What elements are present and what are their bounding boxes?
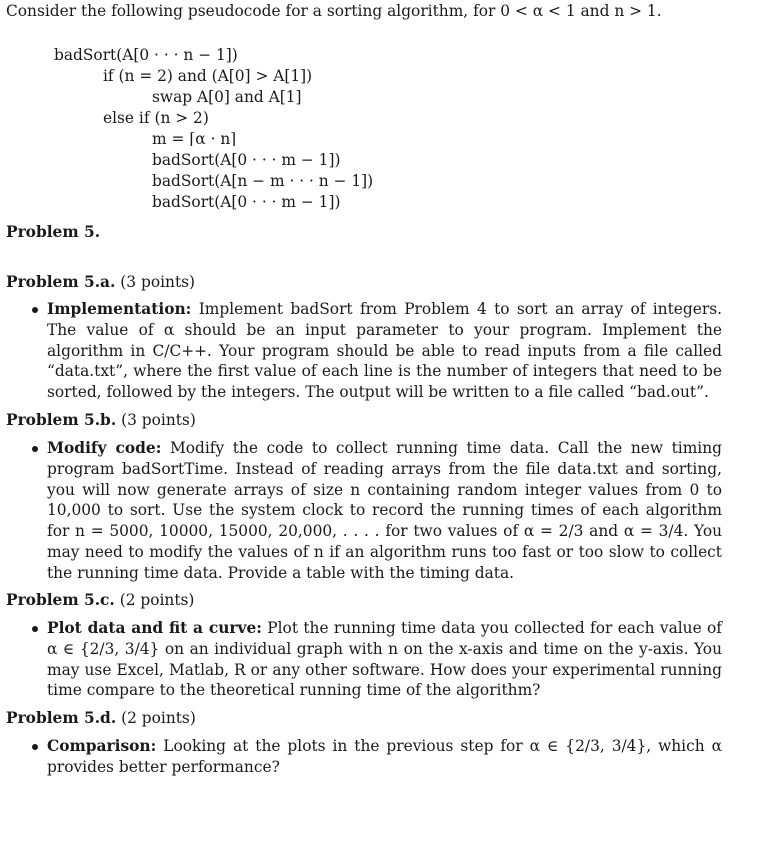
code-line: badSort(A[n − m · · · n − 1]) (152, 172, 374, 190)
item-title: Modify code (47, 439, 156, 457)
code-line: swap A[0] and A[1] (152, 88, 302, 106)
item-title: Implementation (47, 300, 186, 318)
part-points: (2 points) (121, 709, 196, 727)
code-line: else if (n > 2) (103, 109, 209, 127)
part-points: (3 points) (121, 411, 196, 429)
part-label: Problem 5.c. (6, 591, 115, 609)
part-label: Problem 5.d. (6, 709, 117, 727)
code-line: m = ⌈α · n⌉ (152, 130, 237, 148)
problem-heading (6, 222, 100, 243)
part-points: (2 points) (119, 591, 195, 609)
part-points: (3 points) (120, 273, 196, 291)
item-text: Implement badSort from Problem 4 to sort an array of integers. The value of α should be an input parameter to your program. Implement the algorithm in C/C++. Your program should be able to read inputs from a file called “data.txt”, where the first value of each line is the number of integers that need to be sorted, followed by the integers. The output will be written to a file called “bad.out”. (47, 300, 722, 402)
intro-text: Consider the following pseudocode for a sorting algorithm, for 0 < α < 1 and n > 1. (6, 2, 662, 20)
item-text: Modify the code to collect running time data. Call the new timing program badSortTime. Instead of reading arrays from the file data.txt and sorting, you will now generate arrays of size n containing random integer values from 0 to 10,000 to sort. Use the system clock to record the running times of each algorithm for n = 5000, 10000, 15000, 20,000, . . . . for two values of α = 2/3 and α = 3/4. You may need to modify the values of n if an algorithm runs too fast or too slow to collect the running time data. Provide a table with the timing data. (47, 439, 722, 582)
list-item-plot-data: Plot data and fit a curve: Plot the running time data you collected for each value of α ∈ {2/3, 3/4} on an individual graph with n on the x-axis and time on the y-axis. You may use Excel, Matlab, R or any other software. How does your experimental running time compare to the theoretical running time of the algorithm? (47, 619, 722, 700)
code-line: badSort(A[0 · · · m − 1]) (152, 193, 341, 211)
list-item-comparison: Comparison: Looking at the plots in the previous step for α ∈ {2/3, 3/4}, which α provides better performance? (47, 737, 722, 776)
item-text: Plot the running time data you collected for each value of α ∈ {2/3, 3/4} on an individual graph with n on the x-axis and time on the y-axis. You may use Excel, Matlab, R or any other software. How does your experimental running time compare to the theoretical running time of the algorithm? (47, 619, 722, 700)
problem-title: Problem 5. (6, 223, 101, 241)
item-text: Looking at the plots in the previous step for α ∈ {2/3, 3/4}, which α provides better performance? (47, 737, 722, 776)
item-title: Plot data and fit a curve (47, 619, 257, 637)
part-label: Problem 5.b. (6, 411, 117, 429)
part-label: Problem 5.a. (6, 273, 116, 291)
code-line: badSort(A[0 · · · n − 1]) (54, 46, 238, 64)
part-heading-d (6, 708, 196, 729)
part-heading-c (6, 590, 194, 611)
code-line: if (n = 2) and (A[0] > A[1]) (103, 67, 313, 85)
item-title: Comparison (47, 737, 151, 755)
part-heading-b (6, 410, 196, 431)
part-heading-a (6, 272, 195, 293)
list-item-implementation: Implementation: Implement badSort from Problem 4 to sort an array of integers. The value of α should be an input parameter to your program. Implement the algorithm in C/C++. Your program should be able to read inputs from a file called “data.txt”, where the first value of each line is the number of integers that need to be sorted, followed by the integers. The output will be written to a file called “bad.out”. (47, 300, 722, 402)
list-item-modify-code: Modify code: Modify the code to collect running time data. Call the new timing program badSortTime. Instead of reading arrays from the file data.txt and sorting, you will now generate arrays of size n containing random integer values from 0 to 10,000 to sort. Use the system clock to record the running times of each algorithm for n = 5000, 10000, 15000, 20,000, . . . . for two values of α = 2/3 and α = 3/4. You may need to modify the values of n if an algorithm runs too fast or too slow to collect the running time data. Provide a table with the timing data. (47, 439, 722, 582)
code-line: badSort(A[0 · · · m − 1]) (152, 151, 341, 169)
